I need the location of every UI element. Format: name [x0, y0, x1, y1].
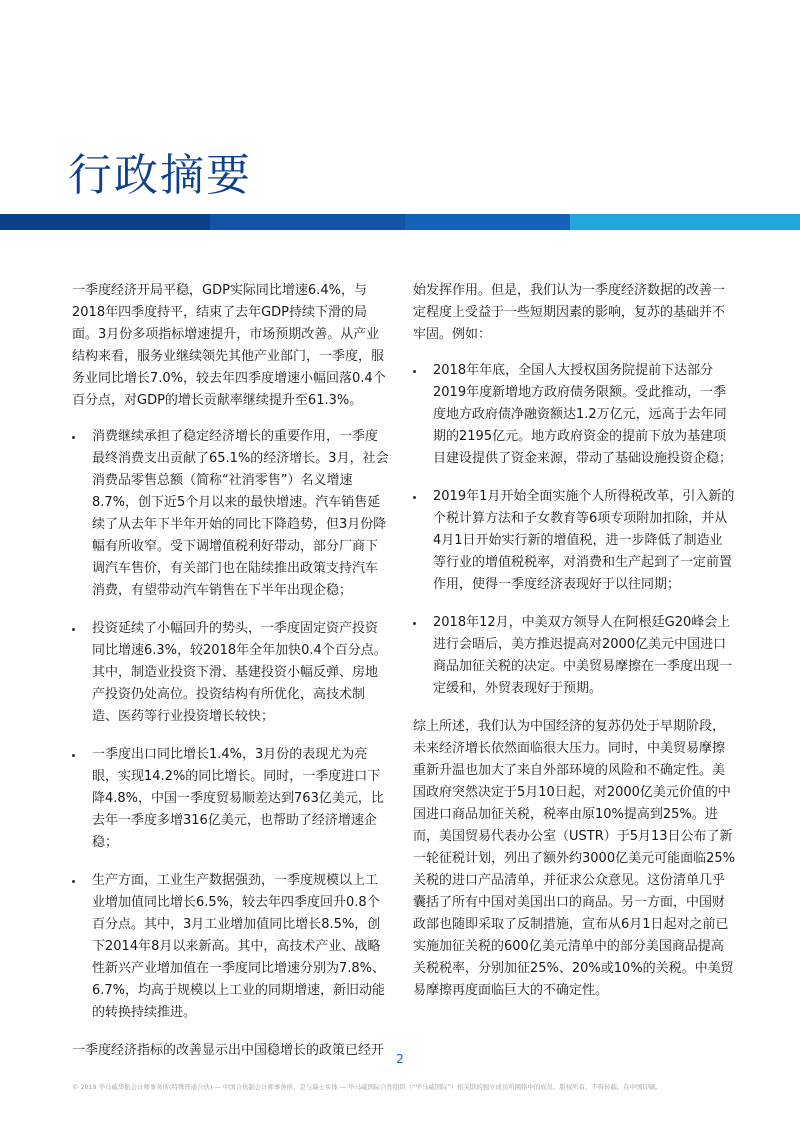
header-color-bar-dark	[0, 214, 210, 230]
bullet-consumption: 消费继续承担了稳定经济增长的重要作用，一季度最终消费支出贡献了65.1%的经济增长。3月，社会消费品零售总额（简称“社消零售”）名义增速8.7%，创下近5个月以来的最快增速。汽车销售延续了从去年下半年开始的同比下降趋势，但3月份降幅有所收窄。受下调增值税利好带动，部分厂商下调汽车售价，有关部门也在陆续推出政策支持汽车消费，有望带动汽车销售在下半年出现企稳；	[72, 426, 390, 602]
bullet-investment: 投资延续了小幅回升的势头，一季度固定资产投资同比增速6.3%，较2018年全年加快0.4个百分点。其中，制造业投资下滑、基建投资小幅反弹、房地产投资仍处高位。投资结构有所优化，高技术制造、医药等行业投资增长较快；	[72, 618, 390, 728]
copyright-footer: © 2019 毕马威华振会计师事务所(特殊普通合伙) — 中国合伙制会计师事务所，是与瑞士实体 — 毕马威国际合作组织（“毕马威国际”）相关联的独立成员所网络中的成员。版权所有，不得转载。在中国印刷。	[72, 1083, 662, 1091]
header-color-bar-mid	[210, 214, 405, 230]
bullet-local-government-debt: 2018年年底，全国人大授权国务院提前下达部分2019年度新增地方政府债务限额。受此推动，一季度地方政府债净融资额达1.2万亿元，远高于去年同期的2195亿元。地方政府资金的提前下放为基建项目建设提供了资金来源，带动了基础设施投资企稳；	[413, 360, 735, 470]
left-bullet-list	[72, 426, 390, 1024]
page-number: 2	[396, 1052, 404, 1066]
bullet-tax-reform: 2019年1月开始全面实施个人所得税改革，引入新的个税计算方法和子女教育等6项专项附加扣除，并从4月1日开始实行新的增值税，进一步降低了制造业等行业的增值税税率，对消费和生产起到了一定前置作用，使得一季度经济表现好于以往同期；	[413, 486, 735, 596]
bullet-trade-truce: 2018年12月，中美双方领导人在阿根廷G20峰会上进行会晤后，美方推迟提高对2000亿美元中国进口商品加征关税的决定。中美贸易摩擦在一季度出现一定缓和，外贸表现好于预期。	[413, 612, 735, 700]
page-title: 行政摘要	[68, 150, 252, 201]
right-bullet-list	[413, 360, 735, 700]
left-column	[72, 280, 390, 1062]
right-closing-paragraph: 综上所述，我们认为中国经济的复苏仍处于早期阶段，未来经济增长依然面临很大压力。同时，中美贸易摩擦重新升温也加大了来自外部环境的风险和不确定性。美国政府突然决定于5月10日起，对2000亿美元价值的中国进口商品加征关税，税率由原10%提高到25%。进而，美国贸易代表办公室（USTR）于5月13日公布了新一轮征税计划，列出了额外约3000亿美元可能面临25%关税的进口产品清单，并征求公众意见。这份清单几乎囊括了所有中国对美国出口的商品。另一方面，中国财政部也随即采取了反制措施，宣布从6月1日起对之前已实施加征关税的600亿美元清单中的部分美国商品提高关税税率，分别加征25%、20%或10%的关税。中美贸易摩擦再度面临巨大的不确定性。	[413, 719, 735, 998]
left-closing-paragraph: 一季度经济指标的改善显示出中国稳增长的政策已经开	[72, 1043, 385, 1058]
header-color-bar-light	[570, 214, 800, 230]
right-intro-paragraph: 始发挥作用。但是，我们认为一季度经济数据的改善一定程度上受益于一些短期因素的影响，复苏的基础并不牢固。例如：	[413, 283, 726, 342]
right-column	[413, 280, 735, 1002]
bullet-production: 生产方面，工业生产数据强劲，一季度规模以上工业增加值同比增长6.5%，较去年四季度回升0.8个百分点。其中，3月工业增加值同比增长8.5%，创下2014年8月以来新高。其中，高技术产业、战略性新兴产业增加值在一季度同比增速分别为7.8%、6.7%，均高于规模以上工业的同期增速，新旧动能的转换持续推进。	[72, 870, 390, 1024]
header-color-bar-blue	[405, 214, 570, 230]
bullet-exports: 一季度出口同比增长1.4%，3月份的表现尤为亮眼，实现14.2%的同比增长。同时，一季度进口下降4.8%，中国一季度贸易顺差达到763亿美元，比去年一季度多增316亿美元，也帮助了经济增速企稳；	[72, 744, 390, 854]
left-intro-paragraph: 一季度经济开局平稳，GDP实际同比增速6.4%，与2018年四季度持平，结束了去年GDP持续下滑的局面。3月份多项指标增速提升，市场预期改善。从产业结构来看，服务业继续领先其他产业部门，一季度，服务业同比增长7.0%，较去年四季度增速小幅回落0.4个百分点，对GDP的增长贡献率继续提升至61.3%。	[72, 283, 386, 408]
